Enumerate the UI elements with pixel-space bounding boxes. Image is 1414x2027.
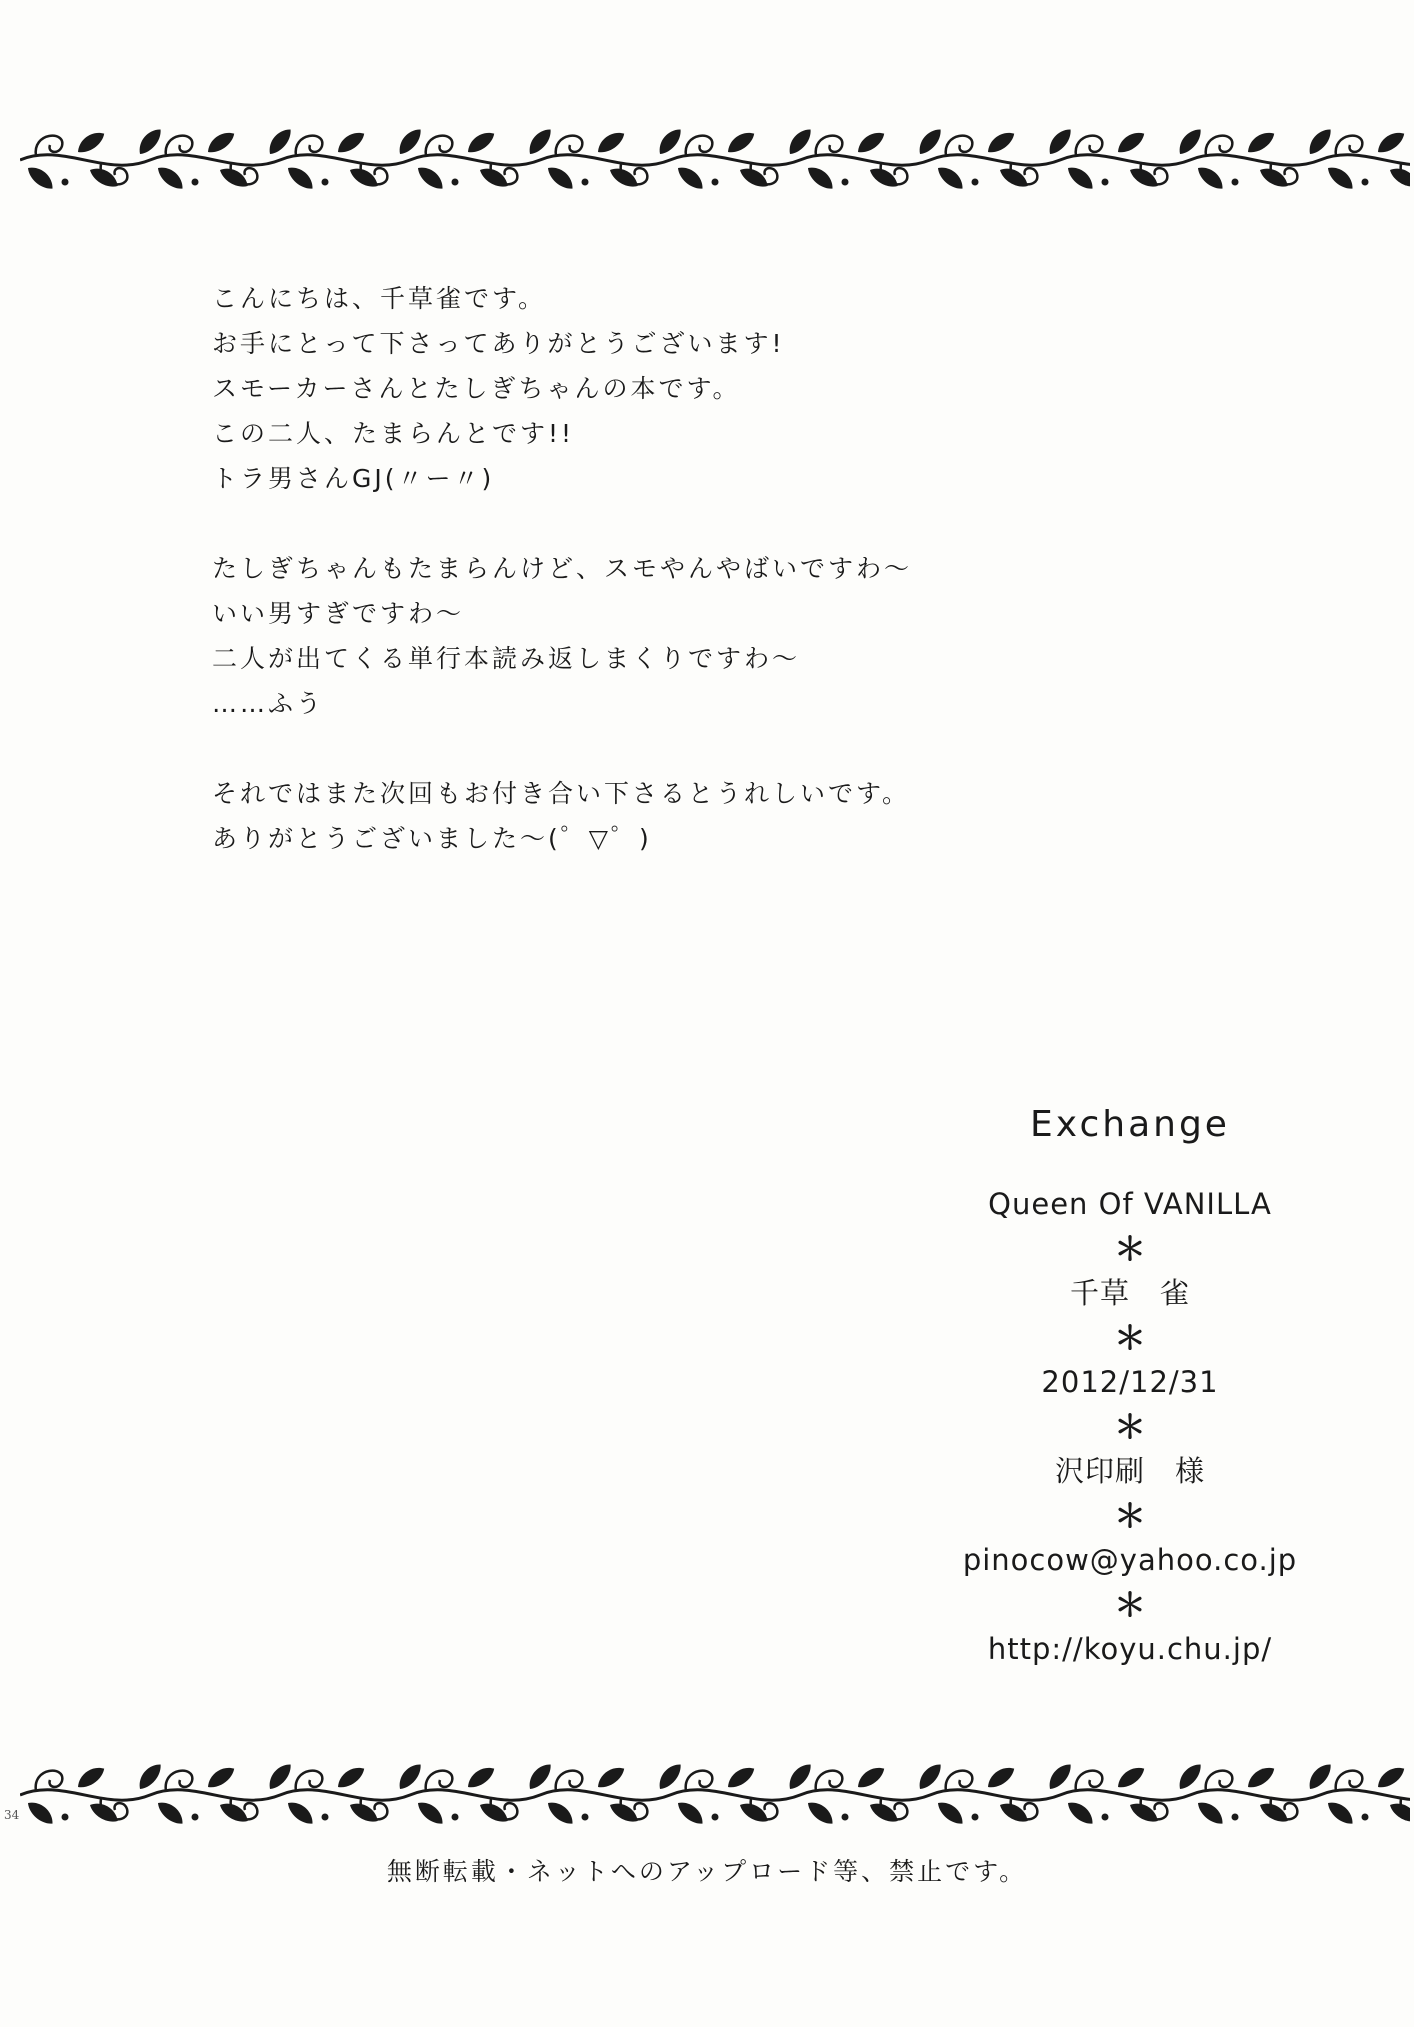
vine-stem bbox=[20, 1790, 1410, 1800]
message-line: ありがとうございました〜(゜▽゜) bbox=[212, 824, 652, 853]
vine-dot bbox=[1232, 1814, 1239, 1821]
vine-leaf bbox=[24, 162, 57, 193]
vine-leaf bbox=[464, 128, 498, 157]
vine-curl bbox=[296, 136, 323, 156]
paragraph-gap bbox=[212, 726, 1112, 771]
vine-curl bbox=[556, 1771, 583, 1791]
vine-leaf bbox=[334, 128, 368, 157]
message-line: たしぎちゃんもたまらんけど、スモやんやばいですわ〜 bbox=[212, 554, 913, 583]
vine-leaf bbox=[1304, 1760, 1335, 1793]
vine-leaf bbox=[544, 162, 577, 193]
top-vine-border bbox=[20, 105, 1410, 215]
vine-curl bbox=[1206, 1771, 1233, 1791]
vine-leaf bbox=[284, 162, 317, 193]
vine-curl bbox=[1336, 136, 1363, 156]
vine-stem bbox=[20, 155, 1410, 165]
vine-leaf bbox=[154, 1797, 187, 1828]
vine-leaf bbox=[1174, 1760, 1205, 1793]
vine-leaf bbox=[1064, 1797, 1097, 1828]
vine-dot bbox=[192, 179, 199, 186]
vine-curl bbox=[946, 1771, 973, 1791]
vine-leaf bbox=[934, 1797, 967, 1828]
vine-leaf bbox=[1244, 128, 1278, 157]
vine-leaf bbox=[854, 1763, 888, 1792]
message-line: お手にとって下さってありがとうございます! bbox=[212, 329, 785, 358]
vine-leaf bbox=[1194, 162, 1227, 193]
afterword-message bbox=[212, 276, 1112, 861]
vine-leaf bbox=[654, 1760, 685, 1793]
vine-leaf bbox=[264, 125, 295, 158]
vine-dot bbox=[1232, 179, 1239, 186]
vine-leaf bbox=[74, 1763, 108, 1792]
vine-curl bbox=[36, 136, 63, 156]
vine-dot bbox=[972, 179, 979, 186]
book-title: Exchange bbox=[1030, 1104, 1230, 1145]
vine-dot bbox=[1362, 1814, 1369, 1821]
vine-leaf bbox=[724, 128, 758, 157]
vine-leaf bbox=[524, 125, 555, 158]
vine-dot bbox=[1362, 179, 1369, 186]
vine-leaf bbox=[804, 162, 837, 193]
vine-leaf bbox=[804, 1797, 837, 1828]
message-line: ……ふう bbox=[212, 689, 325, 718]
vine-dot bbox=[842, 179, 849, 186]
vine-curl bbox=[816, 136, 843, 156]
message-line: それではまた次回もお付き合い下さるとうれしいです。 bbox=[212, 779, 911, 808]
vine-curl bbox=[816, 1771, 843, 1791]
vine-leaf bbox=[204, 128, 238, 157]
vine-dot bbox=[712, 179, 719, 186]
vine-leaf bbox=[394, 1760, 425, 1793]
vine-leaf bbox=[414, 162, 447, 193]
vine-leaf bbox=[334, 1763, 368, 1792]
message-line: トラ男さんGJ(〃ー〃) bbox=[212, 464, 495, 493]
vine-leaf bbox=[1387, 1799, 1410, 1827]
vine-dot bbox=[322, 1814, 329, 1821]
asterisk-separator: ＊ bbox=[1113, 1586, 1146, 1624]
vine-leaf bbox=[784, 125, 815, 158]
vine-leaf bbox=[24, 1797, 57, 1828]
vine-dot bbox=[582, 179, 589, 186]
circle-name: Queen Of VANILLA bbox=[988, 1187, 1272, 1221]
vine-leaf bbox=[854, 128, 888, 157]
message-line: この二人、たまらんとです!! bbox=[212, 419, 575, 448]
vine-leaf bbox=[544, 1797, 577, 1828]
bottom-vine-border bbox=[20, 1740, 1410, 1850]
message-line: スモーカーさんとたしぎちゃんの本です。 bbox=[212, 374, 741, 403]
vine-curl bbox=[36, 1771, 63, 1791]
vine-leaf bbox=[134, 125, 165, 158]
vine-leaf bbox=[1194, 1797, 1227, 1828]
vine-leaf bbox=[1374, 1763, 1408, 1792]
vine-curl bbox=[686, 1771, 713, 1791]
vine-leaf bbox=[394, 125, 425, 158]
vine-dot bbox=[712, 1814, 719, 1821]
message-line: 二人が出てくる単行本読み返しまくりですわ〜 bbox=[212, 644, 801, 673]
vine-curl bbox=[946, 136, 973, 156]
vine-leaf bbox=[1387, 164, 1410, 192]
vine-leaf bbox=[524, 1760, 555, 1793]
vine-leaf bbox=[914, 1760, 945, 1793]
vine-leaf bbox=[1114, 128, 1148, 157]
printer-name: 沢印刷 様 bbox=[1054, 1454, 1205, 1488]
vine-dot bbox=[62, 179, 69, 186]
vine-leaf bbox=[654, 125, 685, 158]
author-name: 千草 雀 bbox=[1069, 1276, 1190, 1310]
message-line: いい男すぎですわ〜 bbox=[212, 599, 465, 628]
vine-leaf bbox=[1244, 1763, 1278, 1792]
vine-leaf bbox=[914, 125, 945, 158]
vine-leaf bbox=[1324, 1797, 1357, 1828]
vine-dot bbox=[1102, 179, 1109, 186]
vine-leaf bbox=[1044, 1760, 1075, 1793]
asterisk-separator: ＊ bbox=[1113, 1230, 1146, 1268]
vine-curl bbox=[1206, 136, 1233, 156]
paragraph-gap bbox=[212, 501, 1112, 546]
vine-leaf bbox=[414, 1797, 447, 1828]
vine-leaf bbox=[784, 1760, 815, 1793]
vine-curl bbox=[426, 136, 453, 156]
vine-leaf bbox=[74, 128, 108, 157]
vine-curl bbox=[556, 136, 583, 156]
vine-leaf bbox=[674, 1797, 707, 1828]
vine-leaf bbox=[594, 128, 628, 157]
vine-leaf bbox=[1044, 125, 1075, 158]
message-line: こんにちは、千草雀です。 bbox=[212, 284, 547, 313]
vine-curl bbox=[166, 1771, 193, 1791]
vine-leaf bbox=[984, 128, 1018, 157]
vine-curl bbox=[1076, 136, 1103, 156]
vine-dot bbox=[452, 1814, 459, 1821]
vine-dot bbox=[1102, 1814, 1109, 1821]
vine-leaf bbox=[264, 1760, 295, 1793]
website-url: http://koyu.chu.jp/ bbox=[987, 1632, 1273, 1666]
vine-leaf bbox=[134, 1760, 165, 1793]
vine-curl bbox=[166, 136, 193, 156]
page-number: 34 bbox=[4, 1808, 20, 1822]
vine-leaf bbox=[1304, 125, 1335, 158]
vine-leaf bbox=[1374, 128, 1408, 157]
asterisk-separator: ＊ bbox=[1113, 1408, 1146, 1446]
vine-leaf bbox=[1174, 125, 1205, 158]
vine-leaf bbox=[1114, 1763, 1148, 1792]
contact-email: pinocow@yahoo.co.jp bbox=[962, 1543, 1298, 1577]
asterisk-separator: ＊ bbox=[1113, 1319, 1146, 1357]
vine-dot bbox=[582, 1814, 589, 1821]
vine-curl bbox=[426, 1771, 453, 1791]
asterisk-separator: ＊ bbox=[1113, 1497, 1146, 1535]
vine-leaf bbox=[284, 1797, 317, 1828]
vine-curl bbox=[1076, 1771, 1103, 1791]
vine-leaf bbox=[1064, 162, 1097, 193]
vine-dot bbox=[322, 179, 329, 186]
vine-dot bbox=[842, 1814, 849, 1821]
vine-dot bbox=[452, 179, 459, 186]
vine-curl bbox=[296, 1771, 323, 1791]
vine-dot bbox=[192, 1814, 199, 1821]
vine-curl bbox=[686, 136, 713, 156]
vine-leaf bbox=[724, 1763, 758, 1792]
vine-leaf bbox=[594, 1763, 628, 1792]
vine-leaf bbox=[464, 1763, 498, 1792]
publish-date: 2012/12/31 bbox=[1041, 1365, 1219, 1399]
vine-dot bbox=[972, 1814, 979, 1821]
copyright-notice: 無断転載・ネットへのアップロード等、禁止です。 bbox=[386, 1857, 1028, 1886]
vine-leaf bbox=[154, 162, 187, 193]
vine-leaf bbox=[204, 1763, 238, 1792]
vine-leaf bbox=[674, 162, 707, 193]
vine-leaf bbox=[934, 162, 967, 193]
vine-dot bbox=[62, 1814, 69, 1821]
colophon bbox=[930, 1090, 1330, 1672]
vine-leaf bbox=[1324, 162, 1357, 193]
vine-leaf bbox=[984, 1763, 1018, 1792]
vine-curl bbox=[1336, 1771, 1363, 1791]
